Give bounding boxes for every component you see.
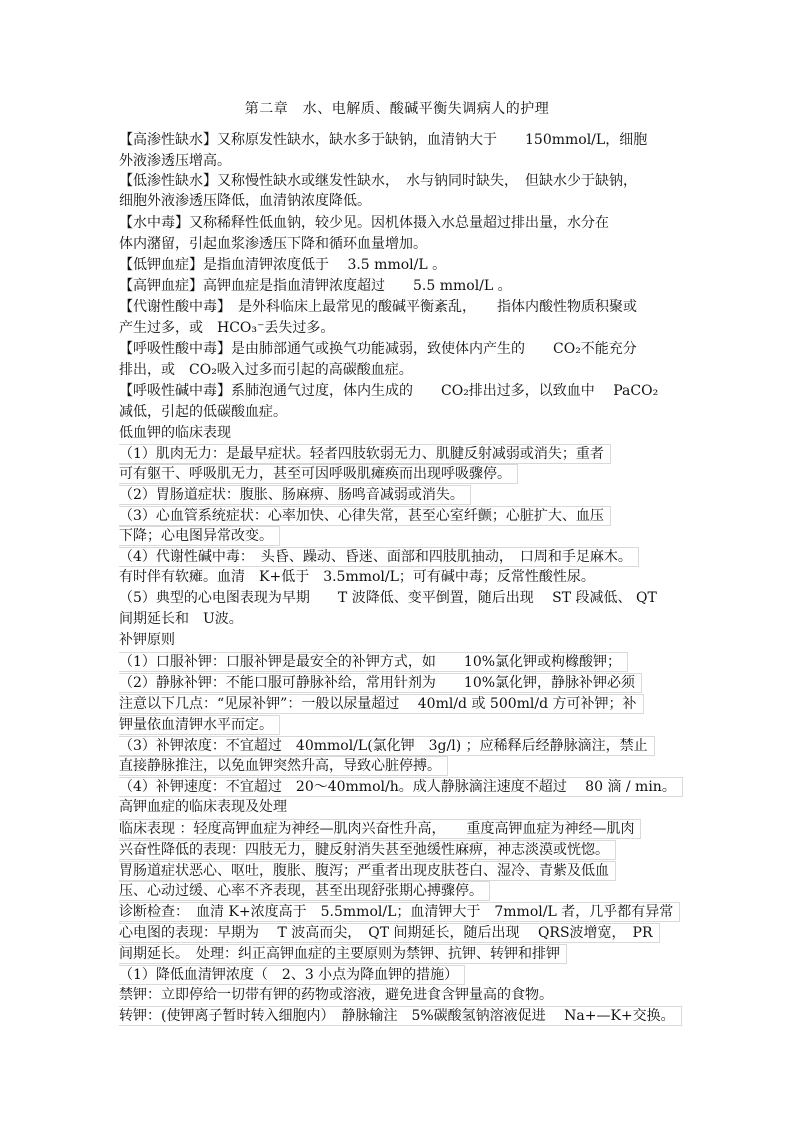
- text-line: 【呼吸性酸中毒】是由肺部通气或换气功能减弱，致使体内产生的 CO₂不能充分: [119, 341, 637, 357]
- text-line: （5）典型的心电图表现为早期 T 波降低、变平倒置，随后出现 ST 段减低、 QT: [119, 590, 657, 606]
- text-line: 产生过多，或 HCO₃⁻丢失过多。: [119, 320, 335, 336]
- section-heading: 低血钾的临床表现: [119, 425, 231, 441]
- text-line: （4）代谢性碱中毒： 头昏、躁动、昏迷、面部和四肢肌抽动， 口周和手足麻木。: [119, 547, 639, 567]
- text-line: 【代谢性酸中毒】 是外科临床上最常见的酸碱平衡紊乱， 指体内酸性物质积聚或: [119, 299, 637, 315]
- text-line: 外液渗透压增高。: [119, 153, 231, 169]
- text-line: 间期延长和 U波。: [119, 611, 243, 627]
- text-line: 压、心动过缓、心率不齐表现，甚至出现舒张期心搏骤停。: [119, 881, 490, 901]
- text-line: 【高钾血症】高钾血症是指血清钾浓度超过 5.5 mmol/L 。: [119, 278, 512, 294]
- text-line: 钾量依血清钾水平而定。: [119, 715, 280, 735]
- text-line: 转钾：(使钾离子暂时转入细胞内） 静脉输注 5%碳酸氢钠溶液促进 Na+—K+交换。: [119, 1006, 682, 1026]
- section-heading: 高钾血症的临床表现及处理: [119, 799, 287, 815]
- text-line: （1）口服补钾：口服补钾是最安全的补钾方式，如 10%氯化钾或枸橼酸钾；: [119, 652, 628, 672]
- text-line: 直接静脉推注，以免血钾突然升高，导致心脏停搏。: [119, 756, 448, 776]
- text-line: 心电图的表现：早期为 T 波高而尖， QT 间期延长，随后出现 QRS波增宽， PR: [119, 923, 660, 943]
- text-line: （1）肌肉无力：是最早症状。轻者四肢软弱无力、肌腱反射减弱或消失；重者: [119, 444, 611, 464]
- text-line: 间期延长。 处理：纠正高钾血症的主要原则为禁钾、抗钾、转钾和排钾: [119, 944, 567, 964]
- text-line: 减低，引起的低碳酸血症。: [119, 404, 287, 420]
- text-line: 排出，或 CO₂吸入过多而引起的高碳酸血症。: [119, 362, 413, 378]
- text-line: 【高渗性缺水】又称原发性缺水，缺水多于缺钠，血清钠大于 150mmol/L，细胞: [119, 132, 648, 148]
- text-line: 胃肠道症状恶心、呕吐，腹胀、腹泻；严重者出现皮肤苍白、湿冷、青紫及低血: [119, 861, 616, 881]
- text-line: （2）静脉补钾：不能口服可静脉补给，常用针剂为 10%氯化钾，静脉补钾必须: [119, 673, 642, 693]
- text-line: （2）胃肠道症状：腹胀、肠麻痹、肠鸣音减弱或消失。: [119, 485, 471, 505]
- text-line: 兴奋性降低的表现：四肢无力，腱反射消失甚至弛缓性麻痹，神志淡漠或恍惚。: [119, 840, 616, 860]
- text-line: （4）补钾速度：不宜超过 20～40mmol/h。成人静脉滴注速度不超过 80 滴 / min。: [119, 777, 683, 797]
- text-line: 有时伴有软瘫。血清 K+低于 3.5mmol/L；可有碱中毒；反常性酸性尿。: [119, 569, 595, 585]
- text-line: 可有躯干、呼吸肌无力，甚至可因呼吸肌瘫痪而出现呼吸骤停。: [119, 464, 518, 484]
- chapter-title: 第二章 水、电解质、酸碱平衡失调病人的护理: [244, 101, 550, 117]
- text-line: 诊断检查： 血清 K+浓度高于 5.5mmol/L；血清钾大于 7mmol/L 者，几乎都有异常: [119, 902, 680, 922]
- text-line: 【低钾血症】是指血清钾浓度低于 3.5 mmol/L 。: [119, 257, 447, 273]
- text-line: 临床表现 ：轻度高钾血症为神经—肌肉兴奋性升高， 重度高钾血症为神经—肌肉: [119, 819, 641, 839]
- text-line: 【呼吸性碱中毒】系肺泡通气过度，体内生成的 CO₂排出过多，以致血中 PaCO₂: [119, 383, 659, 399]
- text-line: 细胞外液渗透压降低，血清钠浓度降低。: [119, 193, 371, 209]
- text-line: 【低渗性缺水】又称慢性缺水或继发性缺水， 水与钠同时缺失， 但缺水少于缺钠，: [119, 173, 637, 189]
- text-line: 【水中毒】又称稀释性低血钠，较少见。因机体摄入水总量超过排出量，水分在: [119, 215, 609, 231]
- text-line: 下降；心电图异常改变。: [119, 526, 280, 546]
- text-line: （1）降低血清钾浓度（ 2、3 小点为降血钾的措施）: [119, 965, 465, 985]
- text-line: 注意以下几点：“见尿补钾”：一般以尿量超过 40ml/d 或 500ml/d 方可补钾；补: [119, 694, 644, 714]
- section-heading: 补钾原则: [119, 632, 175, 648]
- text-line: 体内潴留，引起血浆渗透压下降和循环血量增加。: [119, 236, 427, 252]
- text-line: （3）补钾浓度：不宜超过 40mmol/L(氯化钾 3g/l) ；应稀释后经静脉滴注，禁止: [119, 736, 655, 756]
- text-line: 禁钾：立即停给一切带有钾的药物或溶液，避免进食含钾量高的食物。: [119, 987, 553, 1003]
- text-line: （3）心血管系统症状：心率加快、心律失常，甚至心室纤颤；心脏扩大、血压: [119, 506, 611, 526]
